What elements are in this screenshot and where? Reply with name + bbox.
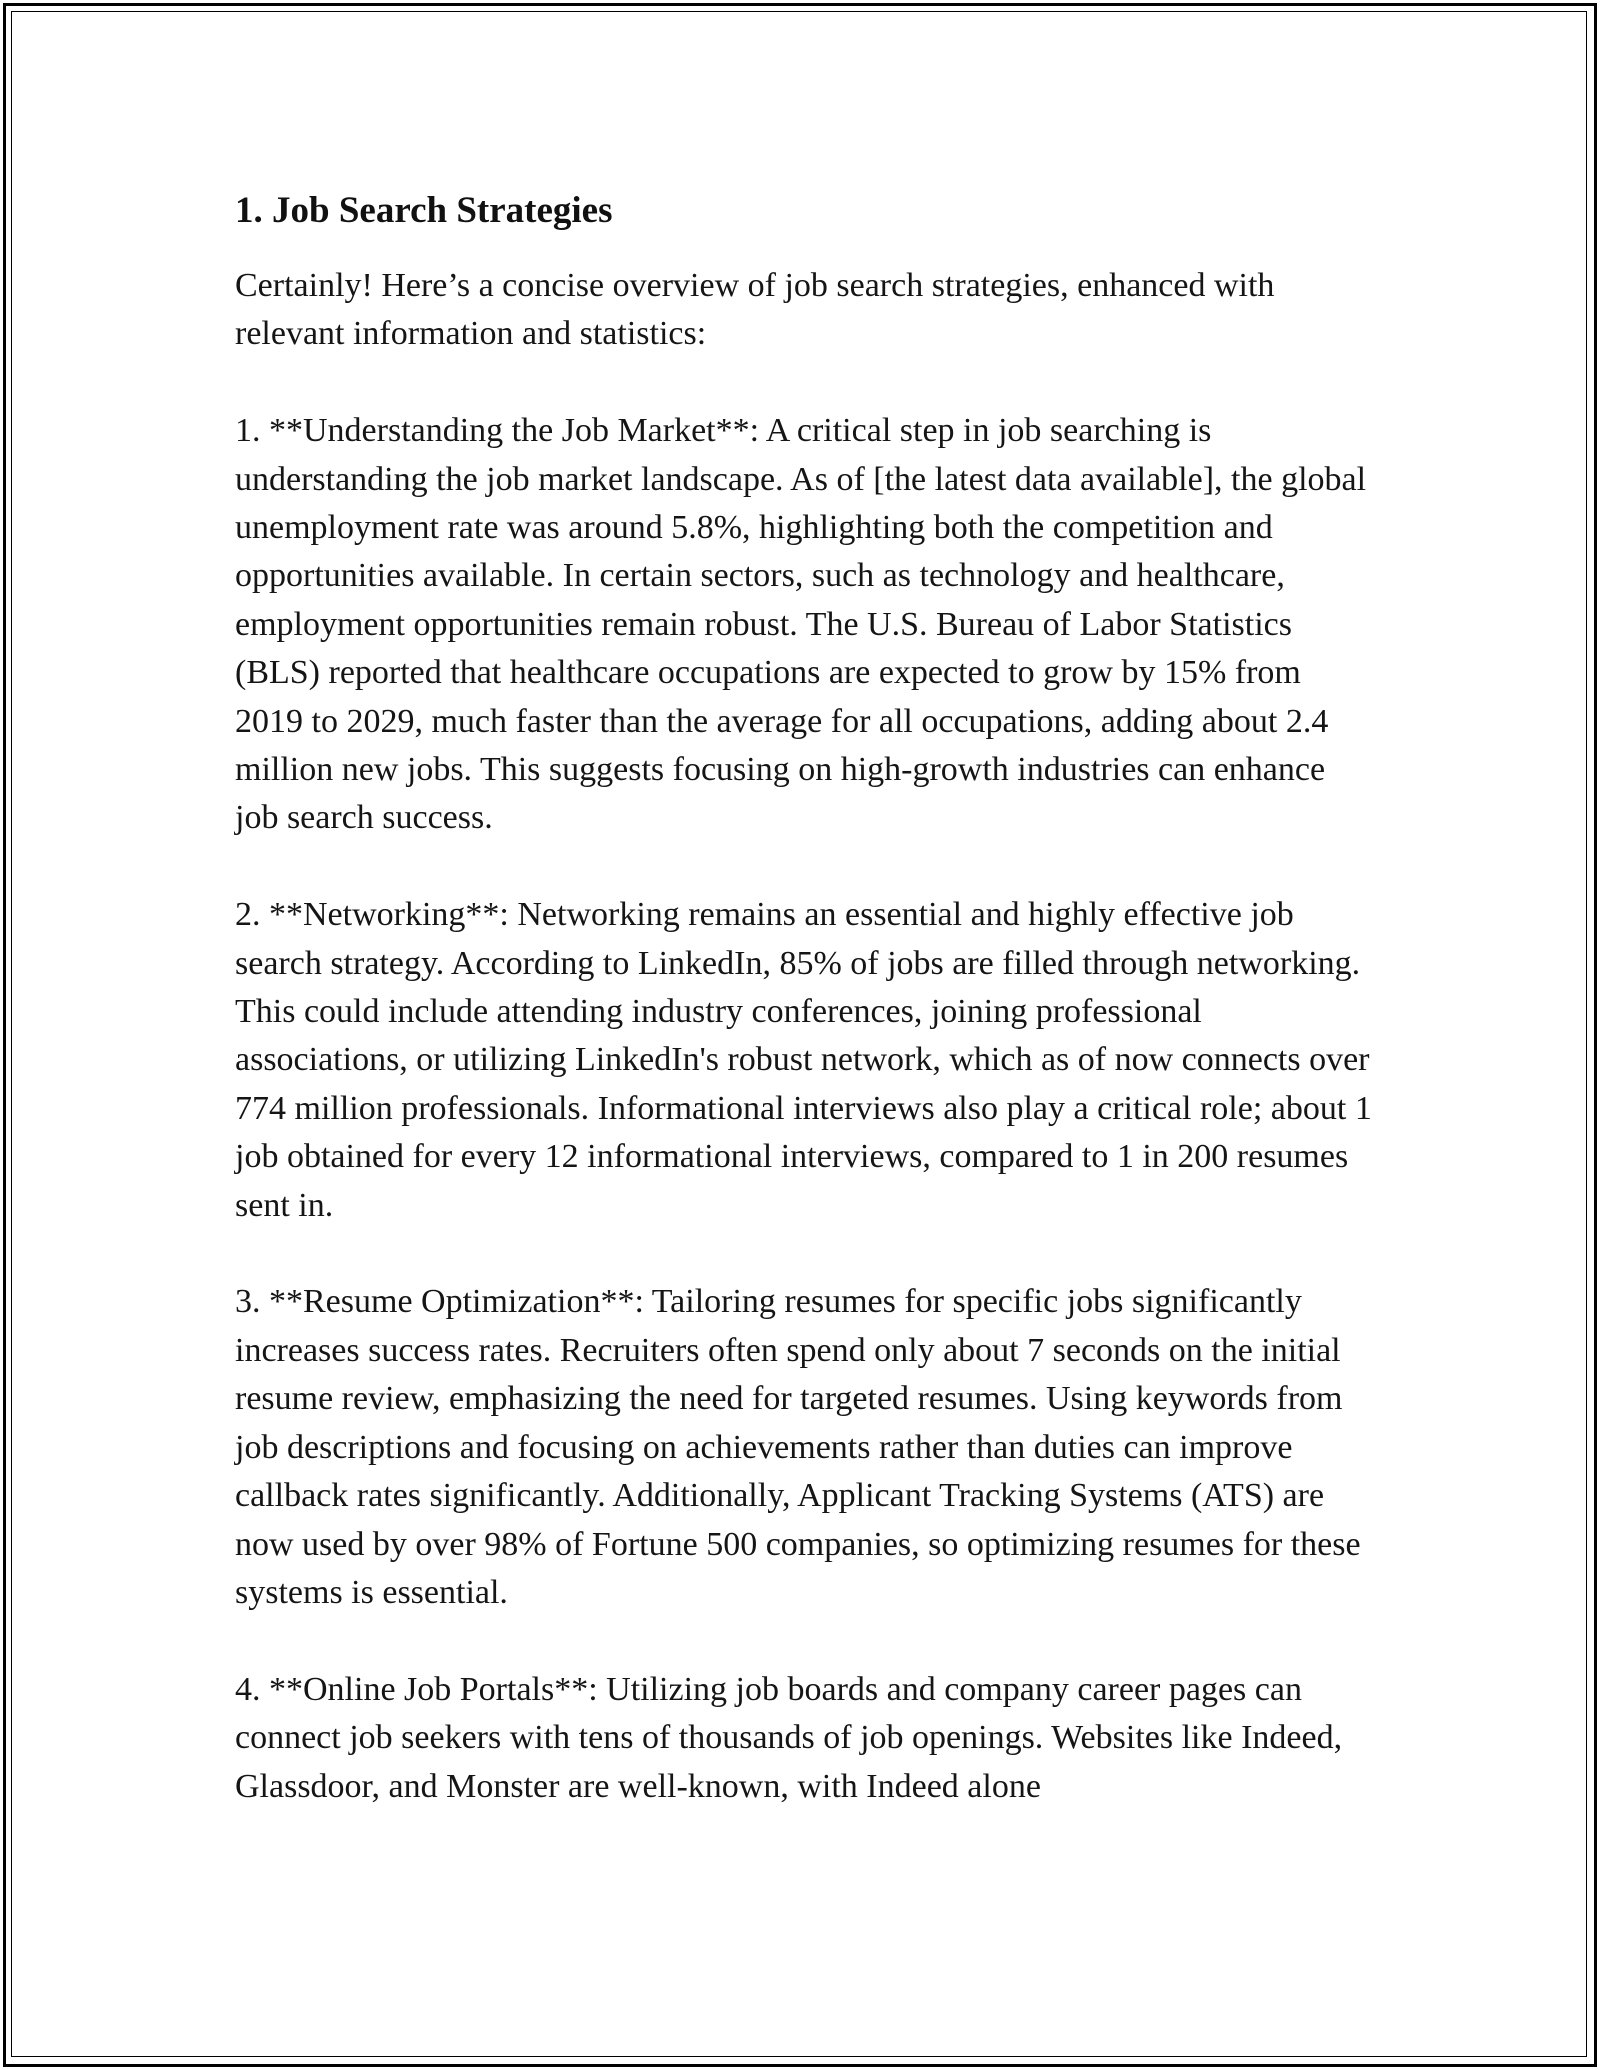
paragraph-networking: 2. **Networking**: Networking remains an essential and highly effective job search strategy. According to LinkedIn, 85% of jobs are filled through networking. This could include attending industry conferences, joining professional associations, or utilizing LinkedIn's robust network, which as of now connects over 774 million professionals. Informational interviews also play a critical role; about 1 job obtained for every 12 informational interviews, compared to 1 in 200 resumes sent in. — [235, 896, 1372, 1224]
paragraph-online-job-portals: 4. **Online Job Portals**: Utilizing job boards and company career pages can connect job seekers with tens of thousands of job openings. Websites like Indeed, Glassdoor, and Monster are well-known, with Indeed alone — [235, 1670, 1343, 1805]
paragraph-job-market: 1. **Understanding the Job Market**: A critical step in job searching is understanding the job market landscape. As of [the latest data available], the global unemployment rate was around 5.8%, highlighting both the competition and opportunities available. In certain sectors, such as technology and healthcare, employment opportunities remain robust. The U.S. Bureau of Labor Statistics (BLS) reported that healthcare occupations are expected to grow by 15% from 2019 to 2029, much faster than the average for all occupations, adding about 2.4 million new jobs. This suggests focusing on high-growth industries can enhance job search success. — [235, 412, 1367, 837]
section-heading: 1. Job Search Strategies — [235, 190, 613, 231]
intro-paragraph: Certainly! Here’s a concise overview of job search strategies, enhanced with relevant information and statistics: — [235, 267, 1275, 353]
paragraph-resume-optimization: 3. **Resume Optimization**: Tailoring resumes for specific jobs significantly increases success rates. Recruiters often spend only about 7 seconds on the initial resume review, emphasizing the need for targeted resumes. Using keywords from job descriptions and focusing on achievements rather than duties can improve callback rates significantly. Additionally, Applicant Tracking Systems (ATS) are now used by over 98% of Fortune 500 companies, so optimizing resumes for these systems is essential. — [235, 1283, 1361, 1611]
document-body — [235, 186, 1375, 1811]
